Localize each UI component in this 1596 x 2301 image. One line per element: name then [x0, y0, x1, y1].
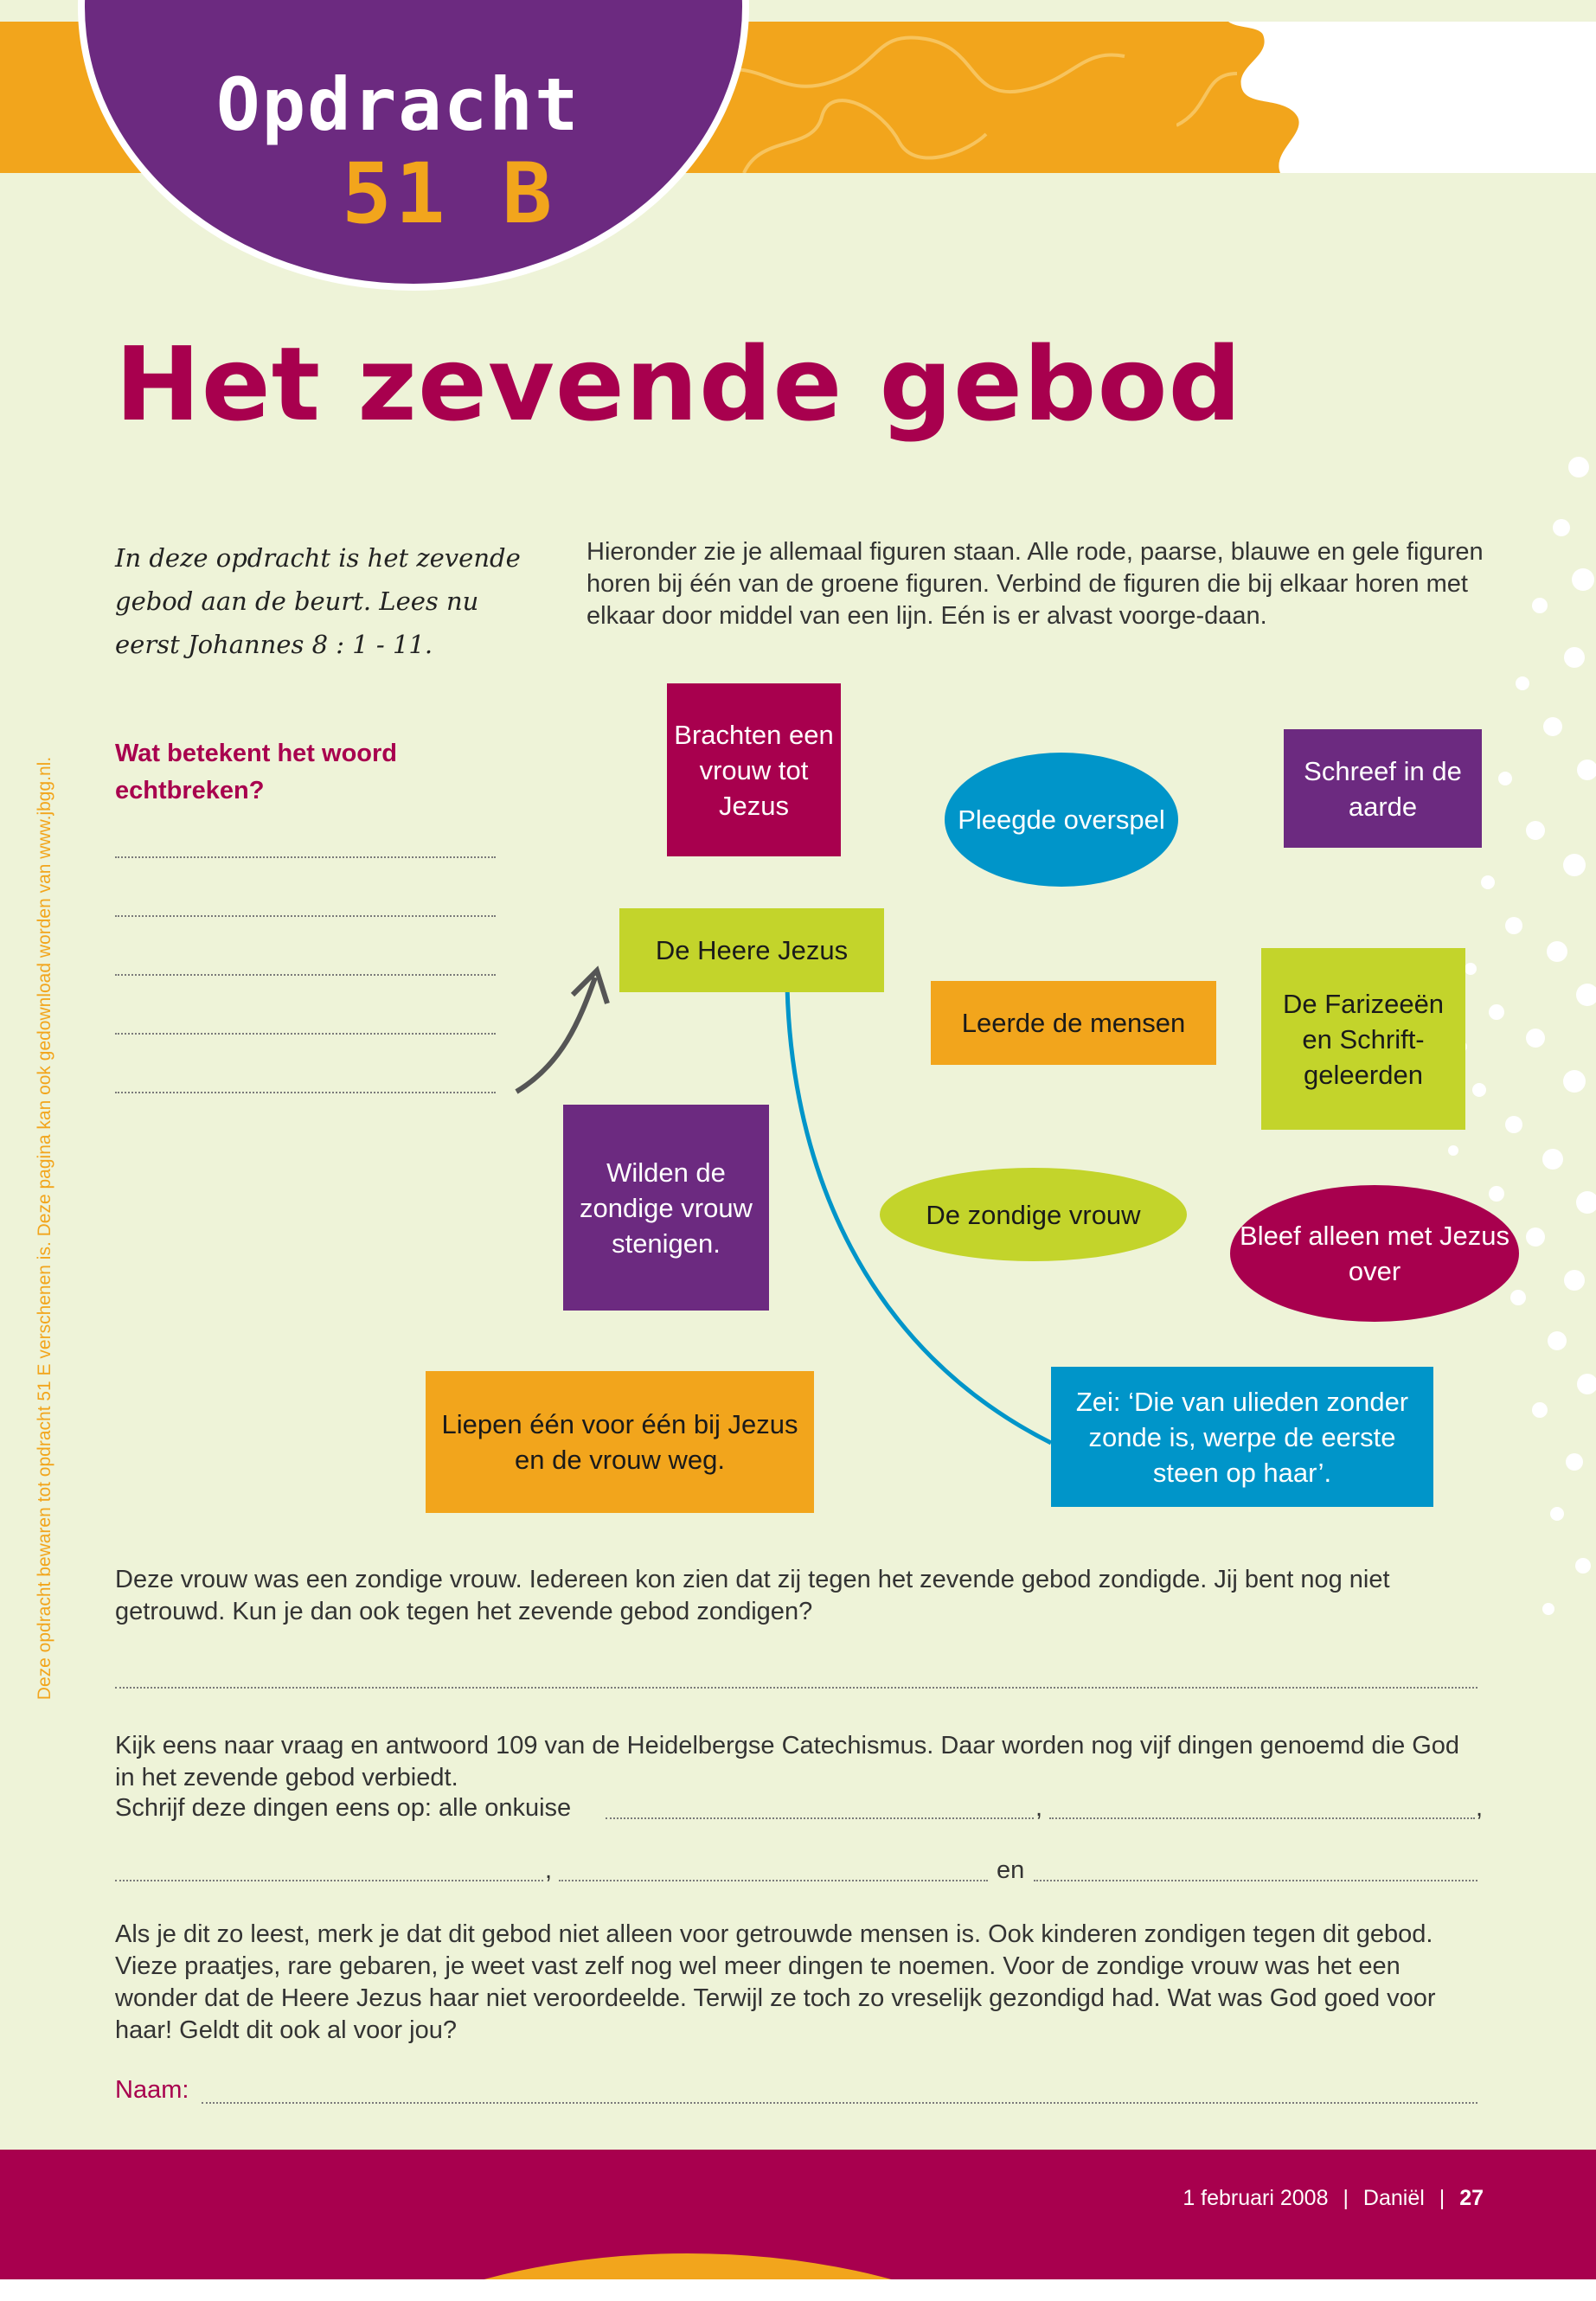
paragraph-getrouwd: Deze vrouw was een zondige vrouw. Iedereen kon zien dat zij tegen het zevende gebod zondigde. Jij bent nog niet getrouwd. Kun je dan ook tegen het zevende gebod zondigen?: [115, 1566, 1390, 1625]
puzzle-lines-decoration: [709, 22, 1194, 173]
answer-line[interactable]: [115, 1687, 1477, 1689]
answer-line[interactable]: [606, 1817, 1034, 1819]
footer-band: [0, 2150, 1596, 2279]
comma-separator: ,: [1476, 1794, 1484, 1822]
figure-liepen[interactable]: Liepen één voor één bij Jezus en de vrouw weg.: [426, 1371, 814, 1513]
comma-separator: ,: [1035, 1794, 1043, 1822]
intro-text: In deze opdracht is het zevende gebod aan de beurt. Lees nu eerst Johannes 8 : 1 - 11.: [115, 543, 521, 659]
figure-zondige-vrouw[interactable]: De zondige vrouw: [880, 1168, 1187, 1261]
and-label: en: [997, 1856, 1025, 1884]
figure-pleegde[interactable]: Pleegde overspel: [945, 753, 1178, 887]
figure-leerde[interactable]: Leerde de mensen: [931, 981, 1216, 1065]
name-field-line[interactable]: [202, 2102, 1477, 2104]
answer-line[interactable]: [115, 856, 496, 858]
sun-decoration: [251, 2253, 1125, 2279]
comma-separator: ,: [545, 1856, 553, 1884]
footer-magazine: Daniël: [1362, 2186, 1425, 2210]
answer-line[interactable]: [115, 1880, 543, 1881]
footer-info: [1183, 2186, 1484, 2211]
figure-farizeeen[interactable]: De Farizeeën en Schrift-geleerden: [1261, 948, 1465, 1130]
arrow-head-icon: [573, 971, 607, 1003]
puzzle-piece-decoration: [1176, 22, 1596, 173]
footer-separator: |: [1439, 2186, 1445, 2210]
paragraph-catechismus: Kijk eens naar vraag en antwoord 109 van de Heidelbergse Catechismus. Daar worden nog vijf dingen genoemd die God in het zevende gebod verbiedt.: [115, 1732, 1460, 1791]
page-number: 27: [1459, 2186, 1484, 2210]
answer-line[interactable]: [115, 974, 496, 976]
badge-label: Opdracht: [216, 62, 580, 147]
footer-separator: |: [1343, 2186, 1349, 2210]
badge-number: 51 B: [342, 145, 556, 242]
paragraph-conclusie: Als je dit zo leest, merk je dat dit gebod niet alleen voor getrouwde mensen is. Ook kinderen zondigen tegen dit gebod. Vieze praatjes, rare gebaren, je weet vast zelf nog wel meer dingen te noemen. Voor de zondige vrouw was het een wonder dat de Heere Jezus haar niet veroordeelde. Terwijl ze toch zo vreselijk gezondigd had. Wat was God goed voor haar! Geldt dit ook al voor jou?: [115, 1920, 1436, 2044]
instructions-text: Hieronder zie je allemaal figuren staan. Alle rode, paarse, blauwe en gele figuren horen bij één van de groene figuren. Verbind de figuren die bij elkaar horen met elkaar door middel van een lijn. Eén is er alvast voorge-daan.: [586, 538, 1484, 630]
figure-schreef[interactable]: Schreef in de aarde: [1284, 729, 1482, 848]
answer-line[interactable]: [1034, 1880, 1477, 1881]
answer-line[interactable]: [115, 1033, 496, 1035]
figure-brachten[interactable]: Brachten een vrouw tot Jezus: [667, 683, 841, 856]
figure-wilden[interactable]: Wilden de zondige vrouw stenigen.: [563, 1105, 769, 1311]
example-arrow: [516, 977, 595, 1092]
answer-line[interactable]: [115, 915, 496, 917]
side-note: Deze opdracht bewaren tot opdracht 51 E verschenen is. Deze pagina kan ook gedownload worden van www.jbgg.nl.: [35, 756, 54, 1701]
answer-line[interactable]: [1049, 1817, 1475, 1819]
figure-bleef[interactable]: Bleef alleen met Jezus over: [1230, 1185, 1519, 1322]
question-echtbreken: Wat betekent het woord echtbreken?: [115, 740, 397, 804]
onkuise-label: Schrijf deze dingen eens op: alle onkuise: [115, 1794, 572, 1822]
bottom-margin: [0, 2279, 1596, 2301]
answer-line[interactable]: [559, 1880, 988, 1881]
footer-date: 1 februari 2008: [1183, 2186, 1329, 2210]
answer-line[interactable]: [115, 1092, 496, 1093]
figure-zei[interactable]: Zei: ‘Die van ulieden zonder zonde is, werpe de eerste steen op haar’.: [1051, 1367, 1433, 1507]
figure-heere-jezus[interactable]: De Heere Jezus: [619, 908, 884, 992]
page-title: Het zevende gebod: [115, 324, 1243, 444]
naam-label: Naam:: [115, 2076, 189, 2104]
